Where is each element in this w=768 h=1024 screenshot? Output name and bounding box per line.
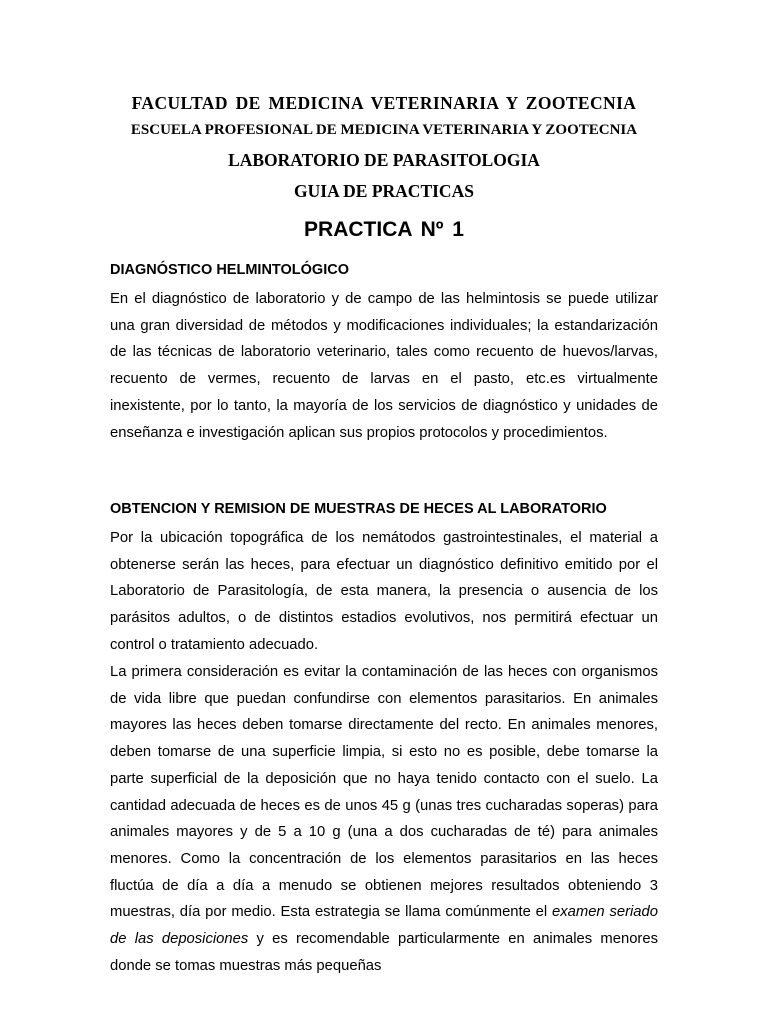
paragraph-ubicacion: Por la ubicación topográfica de los nemátodos gastrointestinales, el material a obtenerse serán las heces, para efectuar un diagnóstico definitivo emitido por el Laboratorio de Parasitología, de esta manera, la presencia o ausencia de los parásitos adultos, o de distintos estadios evolutivos, nos permitirá efectuar un control o tratamiento adecuado. [110, 530, 658, 653]
paragraph-text-start: La primera consideración es evitar la contaminación de las heces con organismos de vida libre que puedan confundirse con elementos parasitarios. En animales mayores las heces deben tomarse directamente del recto. En animales menores, deben tomarse de una superficie limpia, si esto no es posible, debe tomarse la parte superficial de la deposición que no haya tenido contacto con el suelo. La cantidad adecuada de heces es de unos 45 g (unas tres cucharadas soperas) para animales mayores y de 5 a 10 g (una a dos cucharadas de té) para animales menores. Como la concentración de los elementos parasitarios en las heces fluctúa de día a día a menudo se obtienen mejores resultados obteniendo 3 muestras, día por medio. Esta estrategia se llama comúnmente el [110, 664, 658, 921]
paragraph-text-end: y es recomendable particularmente en animales menores donde se tomas muestras más pequeñas [110, 931, 658, 974]
section-heading-muestras: OBTENCION Y REMISION DE MUESTRAS DE HECES AL LABORATORIO [110, 501, 607, 517]
paragraph-diagnostico: En el diagnóstico de laboratorio y de campo de las helmintosis se puede utilizar una gran diversidad de métodos y modificaciones individuales; la estandarización de las técnicas de laboratorio veterinario, tales como recuento de huevos/larvas, recuento de vermes, recuento de larvas en el pasto, etc.es virtualmente inexistente, por lo tanto, la mayoría de los servicios de diagnóstico y unidades de enseñanza e investigación aplican sus propios protocolos y procedimientos. [110, 291, 658, 441]
school-title: ESCUELA PROFESIONAL DE MEDICINA VETERINARIA Y ZOOTECNIA [130, 122, 638, 138]
section-heading-diagnostico: DIAGNÓSTICO HELMINTOLÓGICO [110, 262, 349, 278]
practice-title: PRACTICA Nº 1 [304, 218, 464, 241]
guide-title: GUIA DE PRACTICAS [294, 181, 474, 201]
lab-title: LABORATORIO DE PARASITOLOGIA [228, 150, 540, 170]
faculty-title: FACULTAD DE MEDICINA VETERINARIA Y ZOOTECNIA [131, 93, 637, 113]
paragraph-consideracion [110, 659, 658, 979]
italic-term: examen seriado de las deposiciones [110, 904, 658, 948]
